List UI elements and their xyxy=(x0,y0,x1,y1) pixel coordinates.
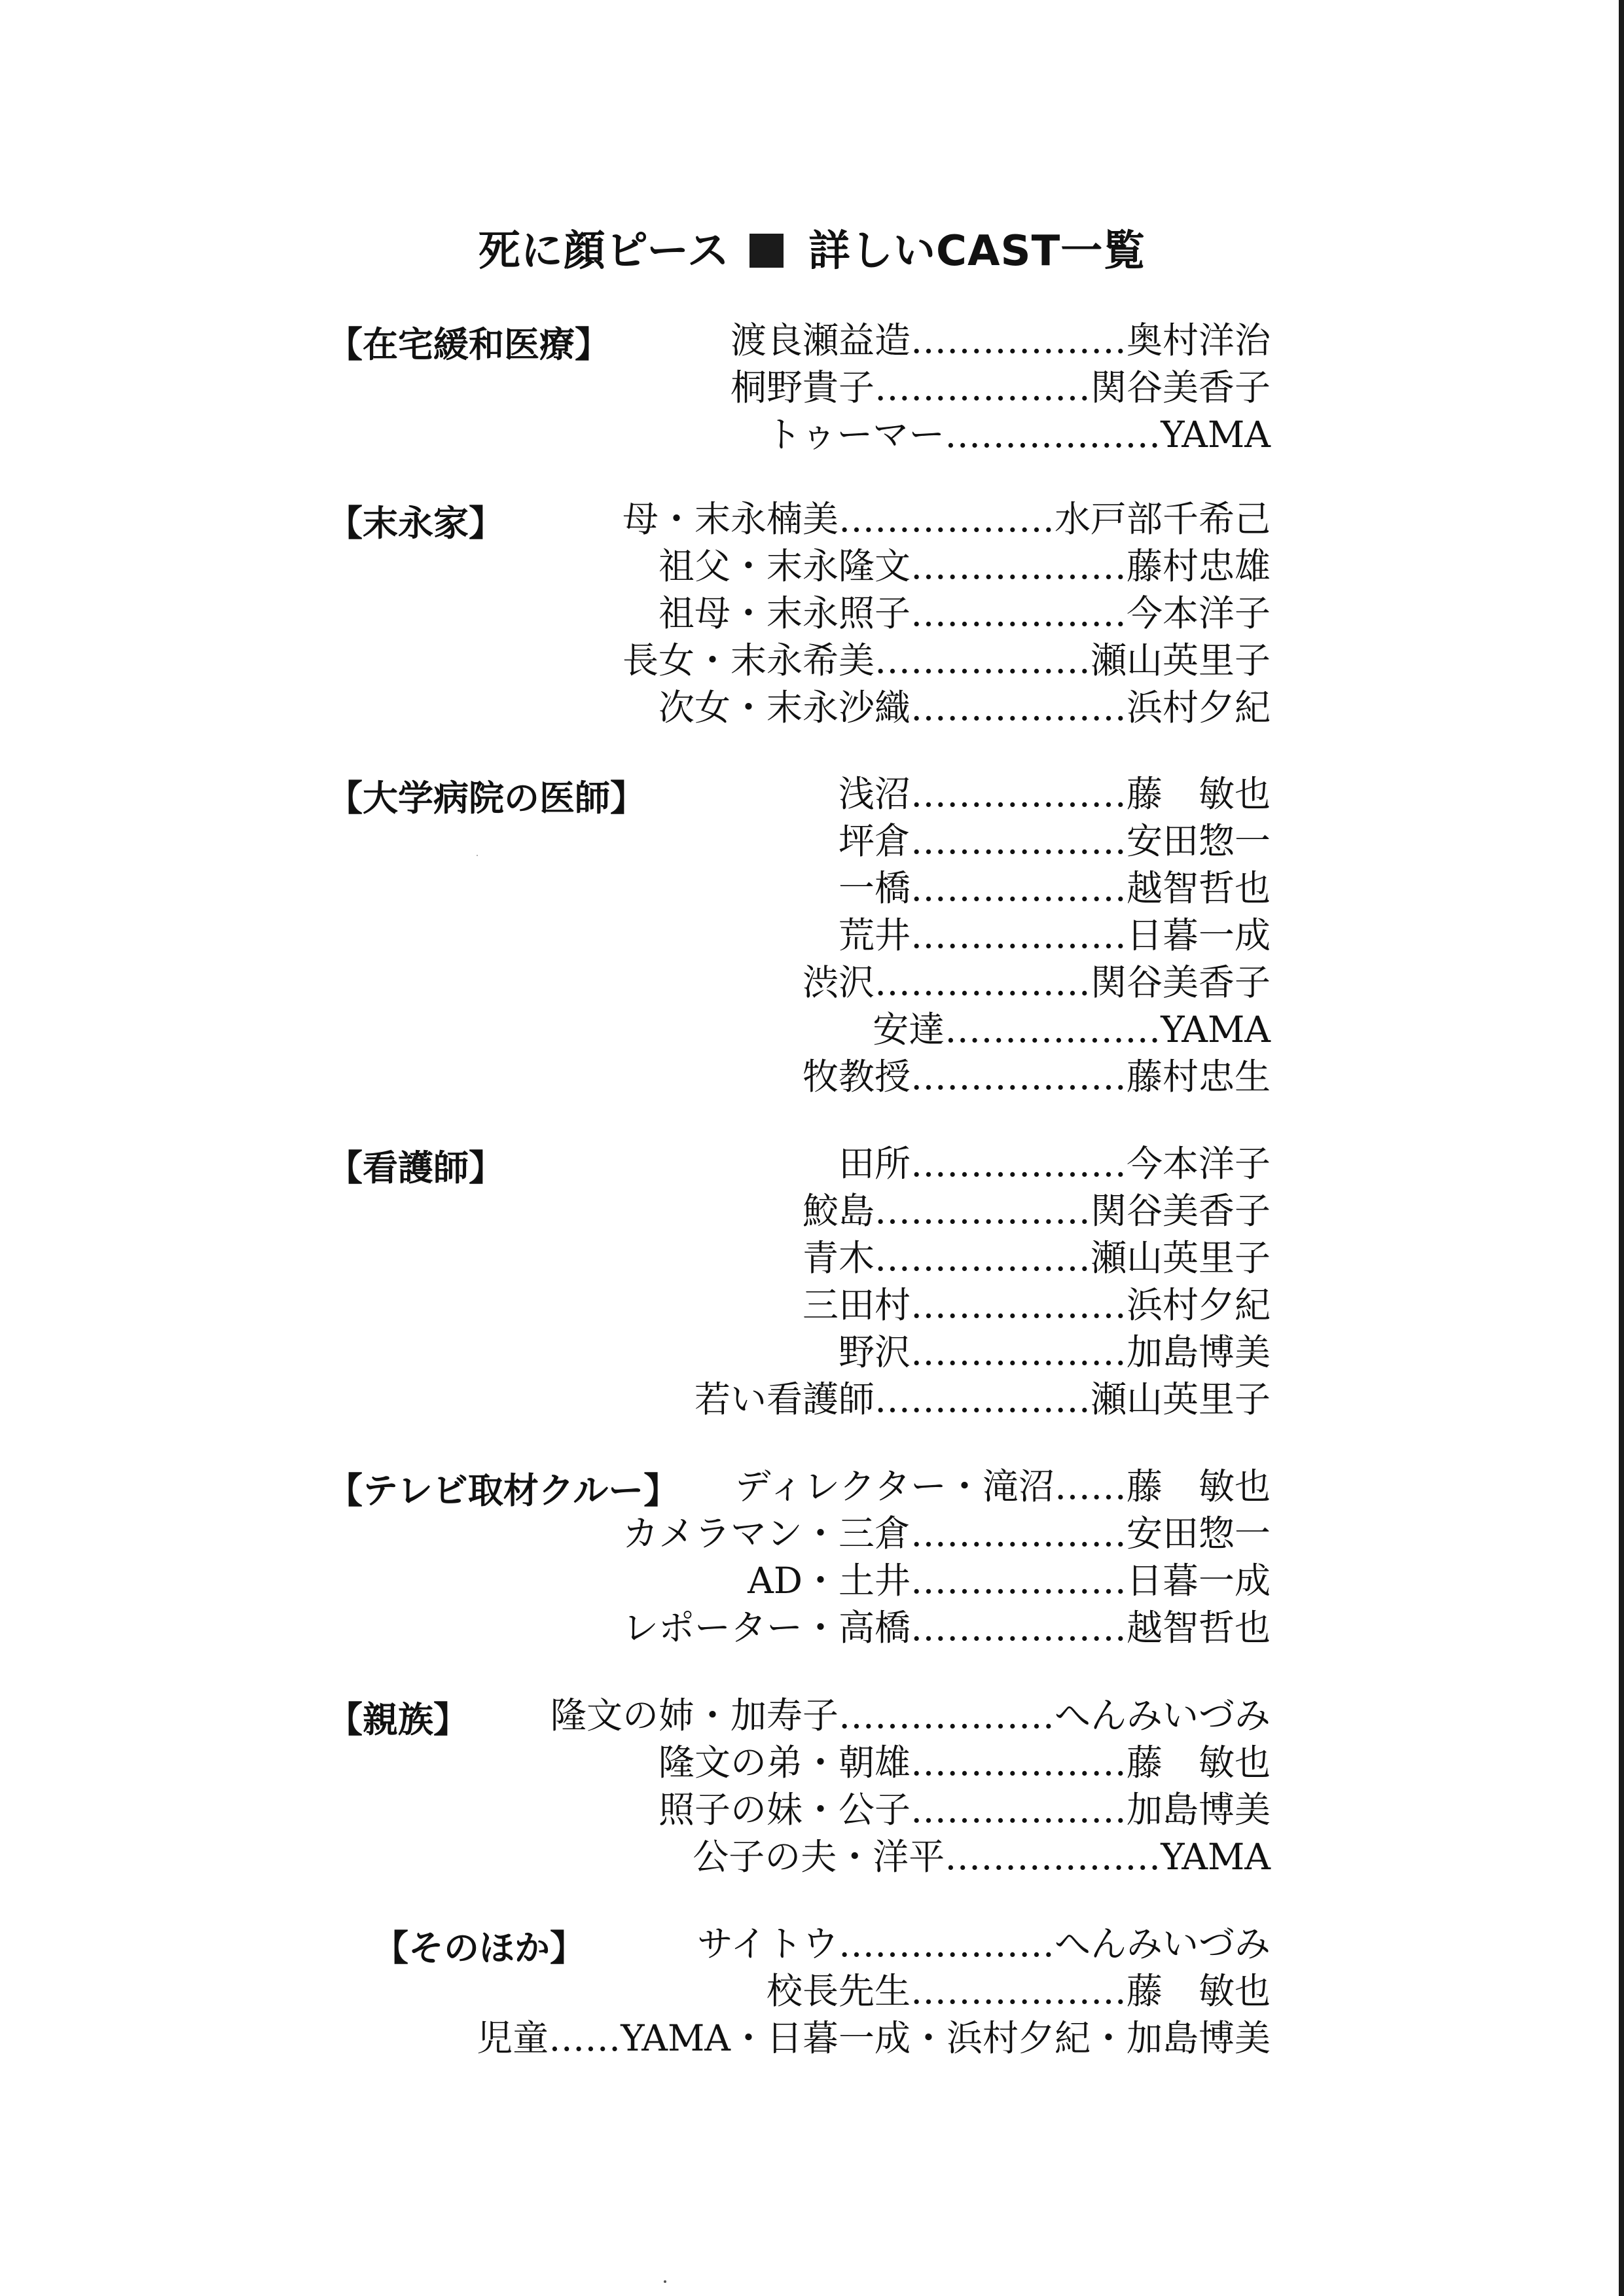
cast-row: 三田村………………浜村夕紀 xyxy=(802,1284,1271,1326)
cast-row: 青木………………瀬山英里子 xyxy=(802,1237,1271,1279)
page-title xyxy=(0,217,1624,278)
cast-row: 祖父・末永隆文………………藤村忠雄 xyxy=(658,545,1271,587)
scan-speck xyxy=(477,855,478,856)
cast-row: 祖母・末永照子………………今本洋子 xyxy=(658,592,1271,634)
cast-row: レポーター・高橋………………越智哲也 xyxy=(622,1607,1271,1649)
cast-row: トゥーマー………………YAMA xyxy=(765,414,1271,456)
cast-row: サイトウ………………へんみいづみ xyxy=(696,1923,1271,1965)
cast-row: ディレクター・滝沼……藤 敏也 xyxy=(734,1465,1271,1507)
section-label-university-doctors: 【大学病院の医師】 xyxy=(327,778,645,819)
cast-row: 児童……YAMA・日暮一成・浜村夕紀・加島博美 xyxy=(477,2017,1271,2059)
cast-row: 隆文の弟・朝雄………………藤 敏也 xyxy=(658,1742,1271,1784)
cast-row: 若い看護師………………瀬山英里子 xyxy=(694,1378,1271,1420)
cast-row: 鮫島………………関谷美香子 xyxy=(802,1190,1271,1232)
section-label-tv-crew: 【テレビ取材クルー】 xyxy=(327,1470,679,1511)
cast-row: 母・末永楠美………………水戸部千希己 xyxy=(622,498,1271,540)
cast-row: 荒井………………日暮一成 xyxy=(838,914,1271,956)
cast-row: 田所………………今本洋子 xyxy=(838,1143,1271,1185)
cast-row: 長女・末永希美………………瀬山英里子 xyxy=(622,639,1271,681)
page-edge xyxy=(1619,0,1624,2296)
cast-row: 公子の夫・洋平………………YAMA xyxy=(693,1836,1271,1878)
cast-row: 隆文の姉・加寿子………………へんみいづみ xyxy=(550,1695,1271,1736)
cast-row: 次女・末永沙織………………浜村夕紀 xyxy=(658,687,1271,728)
section-label-others: 【そのほか】 xyxy=(373,1928,585,1969)
section-label-relatives: 【親族】 xyxy=(327,1699,469,1740)
cast-row: 坪倉………………安田惣一 xyxy=(838,820,1271,862)
cast-row: 牧教授………………藤村忠生 xyxy=(802,1056,1271,1098)
cast-row: 桐野貴子………………関谷美香子 xyxy=(730,367,1271,408)
cast-row: 一橋………………越智哲也 xyxy=(838,867,1271,909)
section-label-nurses: 【看護師】 xyxy=(327,1147,504,1189)
cast-row: カメラマン・三倉………………安田惣一 xyxy=(622,1513,1271,1554)
cast-row: 照子の妹・公子………………加島博美 xyxy=(658,1789,1271,1831)
title-cast-list: 詳しいCAST一覧 xyxy=(808,227,1146,276)
cast-row: 渡良瀬益造………………奥村洋治 xyxy=(730,319,1271,361)
section-label-suenaga-family: 【末永家】 xyxy=(327,503,504,544)
scan-speck xyxy=(664,2280,666,2283)
cast-row: 渋沢………………関谷美香子 xyxy=(802,961,1271,1003)
title-square-icon xyxy=(749,234,784,268)
cast-row: 浅沼………………藤 敏也 xyxy=(838,773,1271,815)
cast-row: 野沢………………加島博美 xyxy=(838,1331,1271,1373)
title-play-name: 死に顔ピース xyxy=(478,227,730,276)
cast-row: 安達………………YAMA xyxy=(873,1009,1271,1050)
section-label-home-care: 【在宅緩和医療】 xyxy=(327,324,610,365)
cast-row: 校長先生………………藤 敏也 xyxy=(766,1970,1271,2012)
cast-row: AD・土井………………日暮一成 xyxy=(748,1560,1271,1602)
